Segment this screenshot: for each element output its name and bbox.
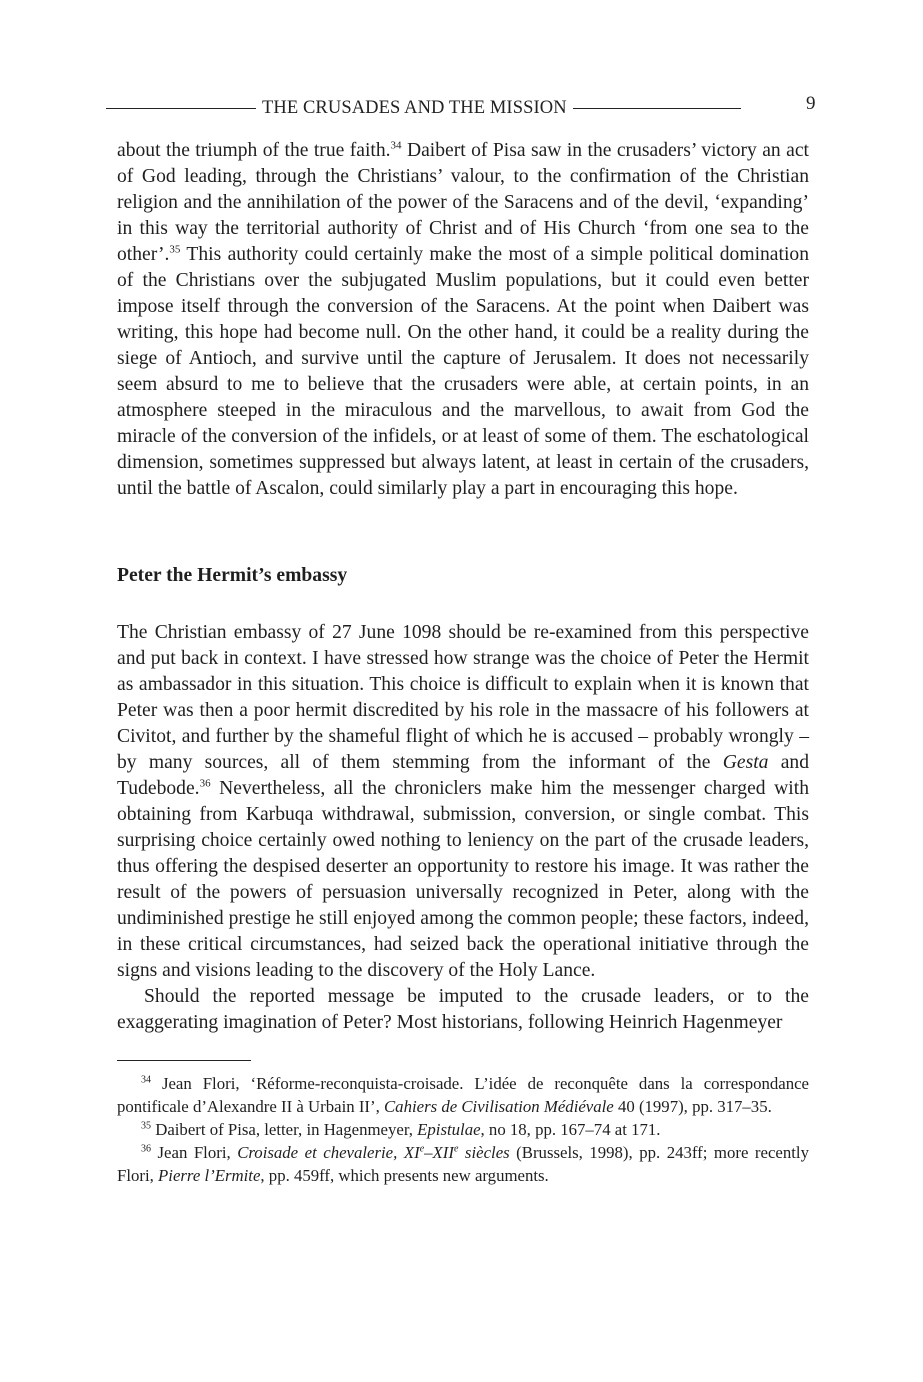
footnote-35-text-b: , no 18, pp. 167–74 at 171.: [480, 1120, 661, 1139]
footnote-34-text-b: 40 (1997), pp. 317–35.: [613, 1097, 772, 1116]
paragraph-1-text-b: Daibert of Pisa saw in the crusaders’ victory an act of God leading, through the Christians’ valour, to the confirmation of the Christian religion and the annihilation of the power of the Saracens and of the devil, ‘expanding’ in this way the territorial authority of Christ and of His Church ‘from one sea to the other’.: [117, 140, 809, 265]
footnote-ref-35: 35: [169, 243, 181, 256]
footnote-36-text-b: (Brussels, 1998), pp. 243ff; more recently Flori,: [117, 1143, 809, 1185]
footnote-35-title: Epistulae: [417, 1120, 481, 1139]
section-heading: Peter the Hermit’s embassy: [117, 565, 348, 586]
paragraph-2: [117, 620, 809, 984]
footnotes: [117, 1072, 809, 1187]
footnote-36: [117, 1141, 809, 1187]
footnote-36-text-a: Jean Flori,: [151, 1143, 238, 1162]
footnote-34: [117, 1072, 809, 1118]
running-head-title: THE CRUSADES AND THE MISSION: [262, 97, 567, 118]
body-paragraphs: [117, 620, 809, 1036]
gesta-title: Gesta: [722, 752, 769, 773]
footnote-36-title-b: –XII: [424, 1143, 454, 1162]
paragraph-2-text-b: and Tudebode.: [117, 752, 809, 799]
footnote-separator: [117, 1060, 251, 1061]
paragraph-3: Should the reported message be imputed to the crusade leaders, or to the exaggerating imagination of Peter? Most historians, following Heinrich Hagenmeyer: [117, 986, 809, 1033]
footnote-35: [117, 1118, 809, 1141]
footnote-36-sup-a: e: [419, 1143, 425, 1155]
footnote-34-journal: Cahiers de Civilisation Médiévale: [383, 1097, 614, 1116]
footnote-34-text-a: Jean Flori, ‘Réforme-reconquista-croisade. L’idée de reconquête dans la correspondance pontificale d’Alexandre II à Urbain II’,: [117, 1074, 809, 1116]
paragraph-1-text-a: about the triumph of the true faith.: [117, 140, 391, 161]
running-head-rule-left: [106, 108, 256, 109]
paragraph-1-text-c: This authority could certainly make the most of a simple political domination of the Christians over the subjugated Muslim populations, but it could even better impose itself through the conversion of the Saracens. At the point when Daibert was writing, this hope had become null. On the other hand, it could be a reality during the siege of Antioch, and survive until the capture of Jerusalem. It does not necessarily seem absurd to me to believe that the crusaders were able, at certain points, in an atmosphere steeped in the miraculous and the marvellous, to await from God the miracle of the conversion of the infidels, or at least of some of them. The eschatological dimension, sometimes suppressed but always latent, at least in certain of the crusaders, until the battle of Ascalon, could similarly play a part in encouraging this hope.: [117, 244, 809, 499]
footnote-36-title-a: Croisade et chevalerie, XI: [237, 1143, 420, 1162]
paragraph-1: [117, 138, 809, 502]
running-head: [106, 95, 819, 121]
footnote-36-text-c: , pp. 459ff, which presents new arguments.: [260, 1166, 549, 1185]
paragraph-2-text-c: Nevertheless, all the chroniclers make him the messenger charged with obtaining from Karbuqa withdrawal, submission, conversion, or single combat. This surprising choice certainly owed nothing to leniency on the part of the crusade leaders, thus offering the despised deserter an opportunity to restore his image. It was rather the result of the powers of persuasion universally recognized in Peter, along with the undiminished prestige he still enjoyed among the common people; these factors, indeed, in these critical circumstances, had seized back the operational initiative through the signs and visions leading to the discovery of the Holy Lance.: [117, 778, 809, 981]
footnote-35-number: 35: [141, 1120, 151, 1132]
footnote-34-number: 34: [141, 1074, 151, 1086]
footnote-36-title-2: Pierre l’Ermite: [158, 1166, 261, 1185]
footnote-ref-34: 34: [390, 139, 402, 152]
footnote-36-title-c: siècles: [458, 1143, 510, 1162]
footnote-36-number: 36: [141, 1143, 151, 1155]
page-number: 9: [806, 93, 816, 114]
footnote-36-sup-b: e: [453, 1143, 459, 1155]
footnote-35-text-a: Daibert of Pisa, letter, in Hagenmeyer,: [151, 1120, 418, 1139]
running-head-rule-right: [573, 108, 741, 109]
paragraph-2-text-a: The Christian embassy of 27 June 1098 should be re-examined from this perspective and put back in context. I have stressed how strange was the choice of Peter the Hermit as ambassador in this situation. This choice is difficult to explain when it is known that Peter was then a poor hermit discredited by his role in the massacre of his followers at Civitot, and further by the shameful flight of which he is accused – probably wrongly – by many sources, all of them stemming from the informant of the: [117, 622, 809, 773]
footnote-36-title: [237, 1143, 509, 1162]
footnote-ref-36: 36: [199, 777, 211, 790]
